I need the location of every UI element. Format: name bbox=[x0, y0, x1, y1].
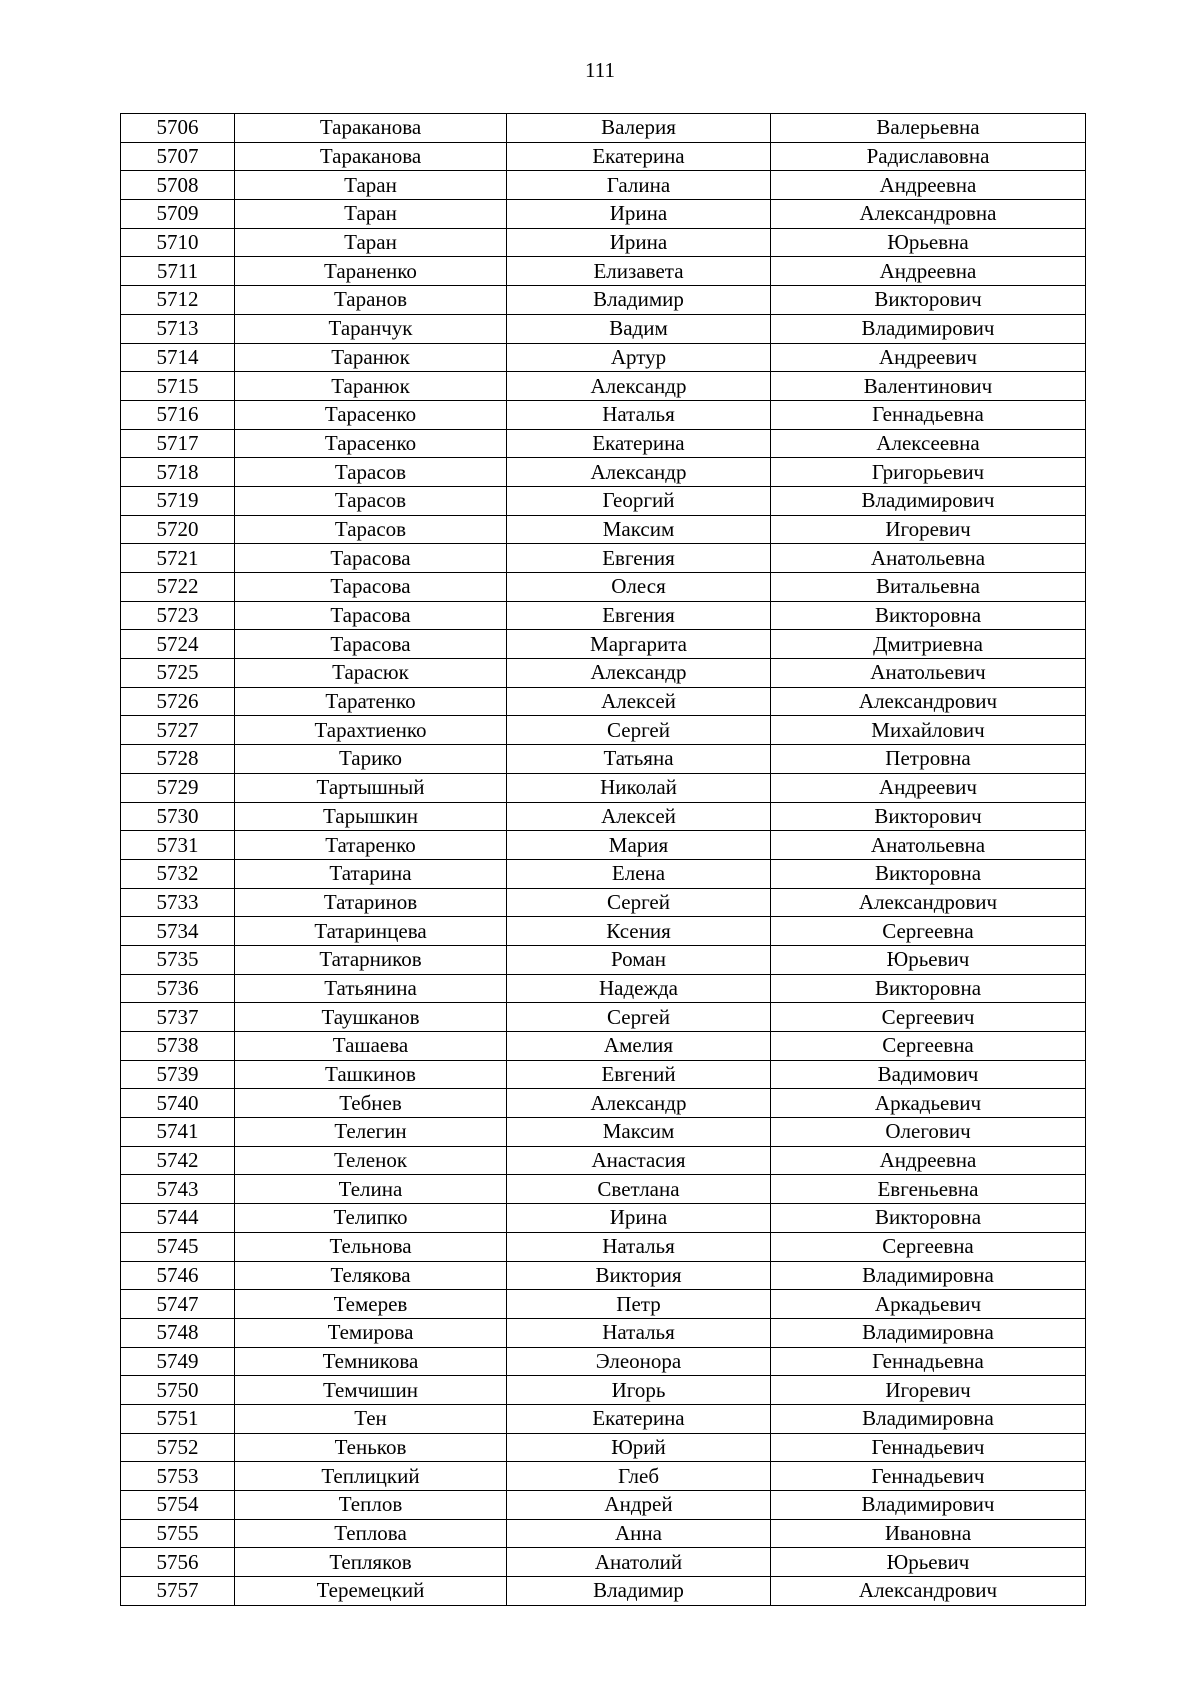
table-row bbox=[121, 831, 1086, 860]
row-number-cell: 5735 bbox=[121, 945, 235, 974]
table-row bbox=[121, 888, 1086, 917]
table-row bbox=[121, 687, 1086, 716]
row-number-cell: 5752 bbox=[121, 1433, 235, 1462]
patronymic-cell: Игоревич bbox=[771, 515, 1086, 544]
last-name-cell: Татьянина bbox=[235, 974, 507, 1003]
table-row bbox=[121, 802, 1086, 831]
row-number-cell: 5757 bbox=[121, 1577, 235, 1606]
patronymic-cell: Валентинович bbox=[771, 372, 1086, 401]
first-name-cell: Маргарита bbox=[507, 630, 771, 659]
patronymic-cell: Андреевич bbox=[771, 773, 1086, 802]
table-row bbox=[121, 1462, 1086, 1491]
table-row bbox=[121, 314, 1086, 343]
patronymic-cell: Радиславовна bbox=[771, 142, 1086, 171]
first-name-cell: Ирина bbox=[507, 228, 771, 257]
patronymic-cell: Сергеевна bbox=[771, 1032, 1086, 1061]
row-number-cell: 5747 bbox=[121, 1290, 235, 1319]
row-number-cell: 5717 bbox=[121, 429, 235, 458]
table-row bbox=[121, 1376, 1086, 1405]
patronymic-cell: Геннадьевна bbox=[771, 400, 1086, 429]
row-number-cell: 5723 bbox=[121, 601, 235, 630]
table-row bbox=[121, 630, 1086, 659]
table-row bbox=[121, 1577, 1086, 1606]
patronymic-cell: Дмитриевна bbox=[771, 630, 1086, 659]
last-name-cell: Тарасова bbox=[235, 544, 507, 573]
table-row bbox=[121, 1089, 1086, 1118]
last-name-cell: Теремецкий bbox=[235, 1577, 507, 1606]
last-name-cell: Тараканова bbox=[235, 142, 507, 171]
table-row bbox=[121, 716, 1086, 745]
table-row bbox=[121, 1032, 1086, 1061]
row-number-cell: 5709 bbox=[121, 200, 235, 229]
row-number-cell: 5756 bbox=[121, 1548, 235, 1577]
last-name-cell: Тараненко bbox=[235, 257, 507, 286]
patronymic-cell: Викторовна bbox=[771, 1204, 1086, 1233]
table-row bbox=[121, 286, 1086, 315]
row-number-cell: 5707 bbox=[121, 142, 235, 171]
first-name-cell: Александр bbox=[507, 1089, 771, 1118]
first-name-cell: Галина bbox=[507, 171, 771, 200]
last-name-cell: Тарасенко bbox=[235, 429, 507, 458]
page-number: 111 bbox=[585, 58, 615, 82]
row-number-cell: 5751 bbox=[121, 1404, 235, 1433]
first-name-cell: Ирина bbox=[507, 1204, 771, 1233]
first-name-cell: Ирина bbox=[507, 200, 771, 229]
table-row bbox=[121, 917, 1086, 946]
first-name-cell: Наталья bbox=[507, 1318, 771, 1347]
patronymic-cell: Витальевна bbox=[771, 573, 1086, 602]
table-row bbox=[121, 228, 1086, 257]
first-name-cell: Елизавета bbox=[507, 257, 771, 286]
first-name-cell: Евгений bbox=[507, 1060, 771, 1089]
last-name-cell: Таран bbox=[235, 200, 507, 229]
last-name-cell: Татаренко bbox=[235, 831, 507, 860]
table-row bbox=[121, 1318, 1086, 1347]
last-name-cell: Теплицкий bbox=[235, 1462, 507, 1491]
patronymic-cell: Владимирович bbox=[771, 486, 1086, 515]
table-row bbox=[121, 1404, 1086, 1433]
first-name-cell: Алексей bbox=[507, 687, 771, 716]
patronymic-cell: Юрьевич bbox=[771, 1548, 1086, 1577]
first-name-cell: Глеб bbox=[507, 1462, 771, 1491]
patronymic-cell: Григорьевич bbox=[771, 458, 1086, 487]
patronymic-cell: Владимировна bbox=[771, 1261, 1086, 1290]
last-name-cell: Татарина bbox=[235, 859, 507, 888]
table-row bbox=[121, 429, 1086, 458]
names-table bbox=[120, 113, 1086, 1606]
patronymic-cell: Вадимович bbox=[771, 1060, 1086, 1089]
last-name-cell: Тарахтиенко bbox=[235, 716, 507, 745]
table-row bbox=[121, 544, 1086, 573]
last-name-cell: Тарасова bbox=[235, 573, 507, 602]
first-name-cell: Евгения bbox=[507, 544, 771, 573]
first-name-cell: Александр bbox=[507, 659, 771, 688]
row-number-cell: 5743 bbox=[121, 1175, 235, 1204]
table-row bbox=[121, 200, 1086, 229]
patronymic-cell: Геннадьевич bbox=[771, 1462, 1086, 1491]
last-name-cell: Теплов bbox=[235, 1491, 507, 1520]
first-name-cell: Елена bbox=[507, 859, 771, 888]
row-number-cell: 5721 bbox=[121, 544, 235, 573]
patronymic-cell: Андреевна bbox=[771, 257, 1086, 286]
row-number-cell: 5731 bbox=[121, 831, 235, 860]
last-name-cell: Телипко bbox=[235, 1204, 507, 1233]
row-number-cell: 5734 bbox=[121, 917, 235, 946]
last-name-cell: Темникова bbox=[235, 1347, 507, 1376]
first-name-cell: Максим bbox=[507, 1118, 771, 1147]
patronymic-cell: Викторовна bbox=[771, 601, 1086, 630]
table-row bbox=[121, 1261, 1086, 1290]
first-name-cell: Артур bbox=[507, 343, 771, 372]
row-number-cell: 5736 bbox=[121, 974, 235, 1003]
table-row bbox=[121, 257, 1086, 286]
patronymic-cell: Александрович bbox=[771, 888, 1086, 917]
first-name-cell: Игорь bbox=[507, 1376, 771, 1405]
patronymic-cell: Александровна bbox=[771, 200, 1086, 229]
patronymic-cell: Владимировна bbox=[771, 1404, 1086, 1433]
last-name-cell: Тарасюк bbox=[235, 659, 507, 688]
last-name-cell: Тарасов bbox=[235, 515, 507, 544]
patronymic-cell: Аркадьевич bbox=[771, 1089, 1086, 1118]
first-name-cell: Алексей bbox=[507, 802, 771, 831]
first-name-cell: Георгий bbox=[507, 486, 771, 515]
row-number-cell: 5718 bbox=[121, 458, 235, 487]
patronymic-cell: Анатольевич bbox=[771, 659, 1086, 688]
first-name-cell: Элеонора bbox=[507, 1347, 771, 1376]
last-name-cell: Тебнев bbox=[235, 1089, 507, 1118]
first-name-cell: Сергей bbox=[507, 1003, 771, 1032]
patronymic-cell: Олегович bbox=[771, 1118, 1086, 1147]
first-name-cell: Сергей bbox=[507, 716, 771, 745]
row-number-cell: 5755 bbox=[121, 1519, 235, 1548]
first-name-cell: Роман bbox=[507, 945, 771, 974]
last-name-cell: Тен bbox=[235, 1404, 507, 1433]
last-name-cell: Тепляков bbox=[235, 1548, 507, 1577]
patronymic-cell: Петровна bbox=[771, 745, 1086, 774]
table-row bbox=[121, 1060, 1086, 1089]
row-number-cell: 5729 bbox=[121, 773, 235, 802]
row-number-cell: 5741 bbox=[121, 1118, 235, 1147]
row-number-cell: 5738 bbox=[121, 1032, 235, 1061]
row-number-cell: 5726 bbox=[121, 687, 235, 716]
row-number-cell: 5716 bbox=[121, 400, 235, 429]
row-number-cell: 5746 bbox=[121, 1261, 235, 1290]
patronymic-cell: Викторовна bbox=[771, 974, 1086, 1003]
row-number-cell: 5749 bbox=[121, 1347, 235, 1376]
patronymic-cell: Валерьевна bbox=[771, 114, 1086, 143]
last-name-cell: Телина bbox=[235, 1175, 507, 1204]
first-name-cell: Владимир bbox=[507, 1577, 771, 1606]
table-row bbox=[121, 458, 1086, 487]
patronymic-cell: Алексеевна bbox=[771, 429, 1086, 458]
patronymic-cell: Владимировна bbox=[771, 1318, 1086, 1347]
row-number-cell: 5753 bbox=[121, 1462, 235, 1491]
table-body bbox=[121, 114, 1086, 1606]
row-number-cell: 5714 bbox=[121, 343, 235, 372]
row-number-cell: 5727 bbox=[121, 716, 235, 745]
row-number-cell: 5712 bbox=[121, 286, 235, 315]
last-name-cell: Тарышкин bbox=[235, 802, 507, 831]
last-name-cell: Татарников bbox=[235, 945, 507, 974]
first-name-cell: Амелия bbox=[507, 1032, 771, 1061]
last-name-cell: Темирова bbox=[235, 1318, 507, 1347]
first-name-cell: Сергей bbox=[507, 888, 771, 917]
last-name-cell: Телякова bbox=[235, 1261, 507, 1290]
last-name-cell: Таранчук bbox=[235, 314, 507, 343]
last-name-cell: Тартышный bbox=[235, 773, 507, 802]
table-row bbox=[121, 372, 1086, 401]
table-row bbox=[121, 1548, 1086, 1577]
patronymic-cell: Викторович bbox=[771, 286, 1086, 315]
first-name-cell: Вадим bbox=[507, 314, 771, 343]
first-name-cell: Екатерина bbox=[507, 1404, 771, 1433]
patronymic-cell: Александрович bbox=[771, 687, 1086, 716]
table-row bbox=[121, 1118, 1086, 1147]
patronymic-cell: Сергеевич bbox=[771, 1003, 1086, 1032]
last-name-cell: Темчишин bbox=[235, 1376, 507, 1405]
first-name-cell: Андрей bbox=[507, 1491, 771, 1520]
patronymic-cell: Андреевна bbox=[771, 171, 1086, 200]
table-row bbox=[121, 773, 1086, 802]
last-name-cell: Ташаева bbox=[235, 1032, 507, 1061]
last-name-cell: Теньков bbox=[235, 1433, 507, 1462]
last-name-cell: Таратенко bbox=[235, 687, 507, 716]
patronymic-cell: Сергеевна bbox=[771, 917, 1086, 946]
last-name-cell: Таранюк bbox=[235, 343, 507, 372]
table-row bbox=[121, 659, 1086, 688]
patronymic-cell: Геннадьевич bbox=[771, 1433, 1086, 1462]
last-name-cell: Тарасов bbox=[235, 486, 507, 515]
row-number-cell: 5713 bbox=[121, 314, 235, 343]
last-name-cell: Татаринцева bbox=[235, 917, 507, 946]
row-number-cell: 5730 bbox=[121, 802, 235, 831]
first-name-cell: Наталья bbox=[507, 400, 771, 429]
table-row bbox=[121, 114, 1086, 143]
first-name-cell: Юрий bbox=[507, 1433, 771, 1462]
row-number-cell: 5708 bbox=[121, 171, 235, 200]
row-number-cell: 5754 bbox=[121, 1491, 235, 1520]
row-number-cell: 5706 bbox=[121, 114, 235, 143]
first-name-cell: Евгения bbox=[507, 601, 771, 630]
table-row bbox=[121, 1175, 1086, 1204]
first-name-cell: Петр bbox=[507, 1290, 771, 1319]
table-row bbox=[121, 400, 1086, 429]
last-name-cell: Таран bbox=[235, 228, 507, 257]
last-name-cell: Таранов bbox=[235, 286, 507, 315]
table-row bbox=[121, 1290, 1086, 1319]
table-row bbox=[121, 1204, 1086, 1233]
table-row bbox=[121, 142, 1086, 171]
row-number-cell: 5742 bbox=[121, 1146, 235, 1175]
table-row bbox=[121, 1347, 1086, 1376]
row-number-cell: 5720 bbox=[121, 515, 235, 544]
last-name-cell: Тарасова bbox=[235, 601, 507, 630]
patronymic-cell: Геннадьевна bbox=[771, 1347, 1086, 1376]
table-row bbox=[121, 601, 1086, 630]
row-number-cell: 5740 bbox=[121, 1089, 235, 1118]
table-row bbox=[121, 343, 1086, 372]
table-row bbox=[121, 1003, 1086, 1032]
row-number-cell: 5732 bbox=[121, 859, 235, 888]
row-number-cell: 5745 bbox=[121, 1232, 235, 1261]
last-name-cell: Теленок bbox=[235, 1146, 507, 1175]
table-row bbox=[121, 859, 1086, 888]
last-name-cell: Телегин bbox=[235, 1118, 507, 1147]
patronymic-cell: Юрьевна bbox=[771, 228, 1086, 257]
table-row bbox=[121, 573, 1086, 602]
patronymic-cell: Игоревич bbox=[771, 1376, 1086, 1405]
last-name-cell: Тарасов bbox=[235, 458, 507, 487]
last-name-cell: Темерев bbox=[235, 1290, 507, 1319]
table-row bbox=[121, 1433, 1086, 1462]
row-number-cell: 5722 bbox=[121, 573, 235, 602]
patronymic-cell: Викторовна bbox=[771, 859, 1086, 888]
table-row bbox=[121, 486, 1086, 515]
patronymic-cell: Аркадьевич bbox=[771, 1290, 1086, 1319]
first-name-cell: Александр bbox=[507, 372, 771, 401]
patronymic-cell: Сергеевна bbox=[771, 1232, 1086, 1261]
row-number-cell: 5748 bbox=[121, 1318, 235, 1347]
patronymic-cell: Викторович bbox=[771, 802, 1086, 831]
row-number-cell: 5715 bbox=[121, 372, 235, 401]
table-row bbox=[121, 1519, 1086, 1548]
first-name-cell: Екатерина bbox=[507, 429, 771, 458]
row-number-cell: 5737 bbox=[121, 1003, 235, 1032]
patronymic-cell: Владимирович bbox=[771, 314, 1086, 343]
last-name-cell: Тарико bbox=[235, 745, 507, 774]
row-number-cell: 5728 bbox=[121, 745, 235, 774]
row-number-cell: 5710 bbox=[121, 228, 235, 257]
first-name-cell: Наталья bbox=[507, 1232, 771, 1261]
table-row bbox=[121, 945, 1086, 974]
last-name-cell: Ташкинов bbox=[235, 1060, 507, 1089]
first-name-cell: Анатолий bbox=[507, 1548, 771, 1577]
first-name-cell: Валерия bbox=[507, 114, 771, 143]
patronymic-cell: Владимирович bbox=[771, 1491, 1086, 1520]
patronymic-cell: Евгеньевна bbox=[771, 1175, 1086, 1204]
row-number-cell: 5711 bbox=[121, 257, 235, 286]
first-name-cell: Анна bbox=[507, 1519, 771, 1548]
row-number-cell: 5750 bbox=[121, 1376, 235, 1405]
table-row bbox=[121, 1232, 1086, 1261]
last-name-cell: Тарасова bbox=[235, 630, 507, 659]
patronymic-cell: Андреевна bbox=[771, 1146, 1086, 1175]
row-number-cell: 5733 bbox=[121, 888, 235, 917]
first-name-cell: Анастасия bbox=[507, 1146, 771, 1175]
last-name-cell: Таран bbox=[235, 171, 507, 200]
table-row bbox=[121, 171, 1086, 200]
first-name-cell: Светлана bbox=[507, 1175, 771, 1204]
patronymic-cell: Александрович bbox=[771, 1577, 1086, 1606]
last-name-cell: Татаринов bbox=[235, 888, 507, 917]
last-name-cell: Теплова bbox=[235, 1519, 507, 1548]
first-name-cell: Максим bbox=[507, 515, 771, 544]
last-name-cell: Тельнова bbox=[235, 1232, 507, 1261]
patronymic-cell: Юрьевич bbox=[771, 945, 1086, 974]
table-row bbox=[121, 745, 1086, 774]
last-name-cell: Тарасенко bbox=[235, 400, 507, 429]
row-number-cell: 5724 bbox=[121, 630, 235, 659]
table-row bbox=[121, 974, 1086, 1003]
table-row bbox=[121, 1491, 1086, 1520]
patronymic-cell: Андреевич bbox=[771, 343, 1086, 372]
first-name-cell: Татьяна bbox=[507, 745, 771, 774]
first-name-cell: Мария bbox=[507, 831, 771, 860]
patronymic-cell: Ивановна bbox=[771, 1519, 1086, 1548]
row-number-cell: 5739 bbox=[121, 1060, 235, 1089]
table-row bbox=[121, 1146, 1086, 1175]
last-name-cell: Тараканова bbox=[235, 114, 507, 143]
last-name-cell: Таранюк bbox=[235, 372, 507, 401]
row-number-cell: 5725 bbox=[121, 659, 235, 688]
first-name-cell: Виктория bbox=[507, 1261, 771, 1290]
first-name-cell: Олеся bbox=[507, 573, 771, 602]
first-name-cell: Николай bbox=[507, 773, 771, 802]
row-number-cell: 5744 bbox=[121, 1204, 235, 1233]
first-name-cell: Екатерина bbox=[507, 142, 771, 171]
first-name-cell: Надежда bbox=[507, 974, 771, 1003]
patronymic-cell: Анатольевна bbox=[771, 831, 1086, 860]
last-name-cell: Таушканов bbox=[235, 1003, 507, 1032]
patronymic-cell: Михайлович bbox=[771, 716, 1086, 745]
table-row bbox=[121, 515, 1086, 544]
row-number-cell: 5719 bbox=[121, 486, 235, 515]
patronymic-cell: Анатольевна bbox=[771, 544, 1086, 573]
first-name-cell: Александр bbox=[507, 458, 771, 487]
first-name-cell: Владимир bbox=[507, 286, 771, 315]
first-name-cell: Ксения bbox=[507, 917, 771, 946]
